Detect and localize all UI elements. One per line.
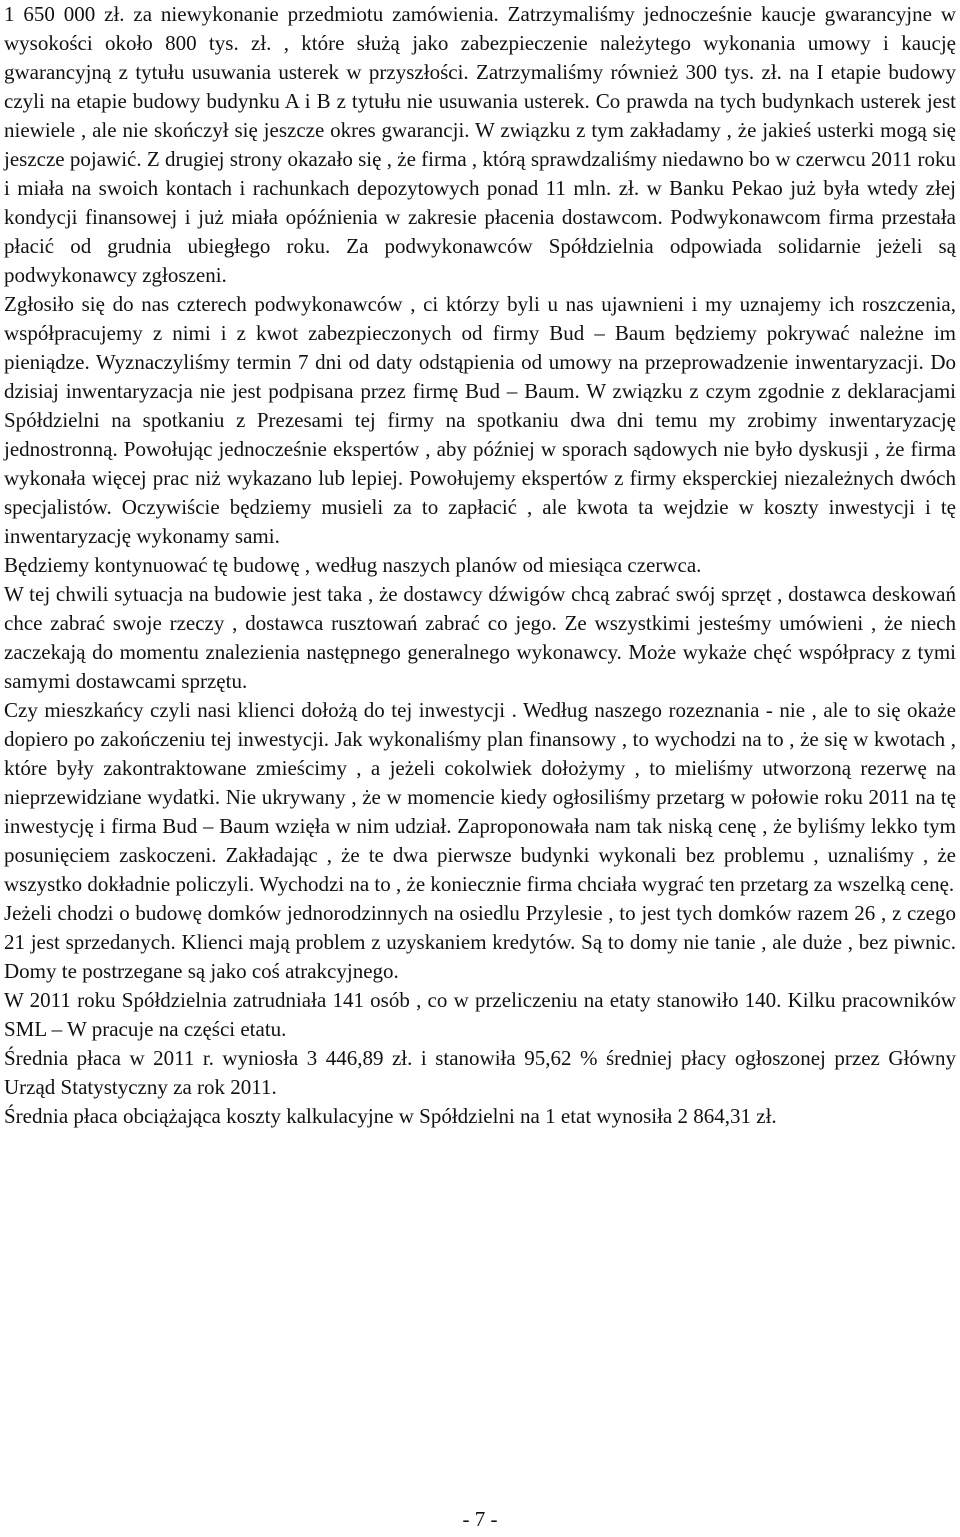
paragraph-podwykonawcy: Zgłosiło się do nas czterech podwykonawców , ci którzy byli u nas ujawnieni i my uznajemy ich roszczenia, współpracujemy z nimi i z kwot zabezpieczonych od firmy Bud – Baum będziemy pokrywać należne im pieniądze. Wyznaczyliśmy termin 7 dni od daty odstąpienia od umowy na przeprowadzenie inwentaryzacji. Do dzisiaj inwentaryzacja nie jest podpisana przez firmę Bud – Baum. W związku z czym zgodnie z deklaracjami Spółdzielni na spotkaniu z Prezesami tej firmy na spotkaniu dwa dni temu my zrobimy inwentaryzację jednostronną. Powołując jednocześnie ekspertów , aby później w sporach sądowych nie było dyskusji , że firma wykonała więcej prac niż wykazano lub lepiej. Powołujemy ekspertów z firmy eksperckiej niezależnych dwóch specjalistów. Oczywiście będziemy musieli za to zapłacić , ale kwota ta wejdzie w koszty inwestycji i tę inwentaryzację wykonamy sami. (4, 292, 956, 548)
paragraph-srednia-placa: Średnia płaca w 2011 r. wyniosła 3 446,89 zł. i stanowiła 95,62 % średniej płacy ogłoszonej przez Główny Urząd Statystyczny za rok 2011. (4, 1046, 956, 1099)
paragraph-zatrudnienie: W 2011 roku Spółdzielnia zatrudniała 141 osób , co w przeliczeniu na etaty stanowiło 140. Kilku pracowników SML – W pracuje na części etatu. (4, 988, 956, 1041)
page-number: - 7 - (462, 1507, 498, 1531)
paragraph-inwestycja: Czy mieszkańcy czyli nasi klienci dołożą do tej inwestycji . Według naszego rozeznania - nie , ale to się okaże dopiero po zakończeniu tej inwestycji. Jak wykonaliśmy plan finansowy , to wychodzi na to , że się w kwotach , które były zakontraktowane zmieścimy , a jeżeli cokolwiek dołożymy , to mieliśmy utworzoną rezerwę na nieprzewidziane wydatki. Nie ukrywany , że w momencie kiedy ogłosiliśmy przetarg w połowie roku 2011 na tę inwestycję i firma Bud – Baum wzięła w nim udział. Zaproponowała nam tak niską cenę , że byliśmy lekko tym posunięciem zaskoczeni. Zakładając , że te dwa pierwsze budynki wykonali bez problemu , uznaliśmy , że wszystko dokładnie policzyli. Wychodzi na to , że koniecznie firma chciała wygrać ten przetarg za wszelką cenę. (4, 698, 956, 896)
paragraph-kaucje: 1 650 000 zł. za niewykonanie przedmiotu zamówienia. Zatrzymaliśmy jednocześnie kaucje gwarancyjne w wysokości około 800 tys. zł. , które służą jako zabezpieczenie należytego wykonania umowy i kaucję gwarancyjną z tytułu usuwania usterek w przyszłości. Zatrzymaliśmy również 300 tys. zł. na I etapie budowy czyli na etapie budowy budynku A i B z tytułu nie usuwania usterek. Co prawda na tych budynkach usterek jest niewiele , ale nie skończył się jeszcze okres gwarancji. W związku z tym zakładamy , że jakieś usterki mogą się jeszcze pojawić. Z drugiej strony okazało się , że firma , którą sprawdzaliśmy niedawno bo w czerwcu 2011 roku i miała na swoich kontach i rachunkach depozytowych ponad 11 mln. zł. w Banku Pekao już była wtedy złej kondycji finansowej i już miała opóźnienia w zakresie płacenia dostawcom. Podwykonawcom firma przestała płacić od grudnia ubiegłego roku. Za podwykonawców Spółdzielnia odpowiada solidarnie jeżeli są podwykonawcy zgłoszeni. (4, 2, 956, 287)
paragraph-kontynuacja: Będziemy kontynuować tę budowę , według naszych planów od miesiąca czerwca. (4, 553, 702, 577)
body-text (4, 0, 956, 1131)
paragraph-domki: Jeżeli chodzi o budowę domków jednorodzinnych na osiedlu Przylesie , to jest tych domków razem 26 , z czego 21 jest sprzedanych. Klienci mają problem z uzyskaniem kredytów. Są to domy nie tanie , ale duże , bez piwnic. Domy te postrzegane są jako coś atrakcyjnego. (4, 901, 956, 983)
paragraph-koszty-kalkulacyjne: Średnia płaca obciążająca koszty kalkulacyjne w Spółdzielni na 1 etat wynosiła 2 864,31 zł. (4, 1104, 777, 1128)
paragraph-dostawcy: W tej chwili sytuacja na budowie jest taka , że dostawcy dźwigów chcą zabrać swój sprzęt , dostawca deskowań chce zabrać swoje rzeczy , dostawca rusztowań zabrać co jego. Ze wszystkimi jesteśmy umówieni , że niech zaczekają do momentu znalezienia następnego generalnego wykonawcy. Może wykaże chęć współpracy z tymi samymi dostawcami sprzętu. (4, 582, 956, 693)
